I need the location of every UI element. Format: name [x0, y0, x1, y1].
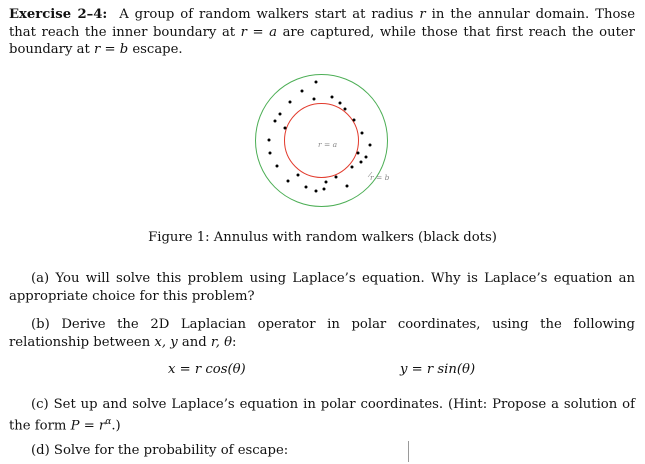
question-a: (a) You will solve this problem using Laplace’s equation. Why is Laplace’s equation an appropriate choice for this problem?: [9, 271, 635, 304]
figure-caption: Figure 1: Annulus with random walkers (black dots): [148, 230, 497, 245]
equation-y: y = r sin(θ): [400, 362, 476, 377]
intro-text-2: in the annular domain. Those that reach the inner boundary at: [9, 7, 635, 40]
outer-boundary-eq: r = b: [93, 42, 129, 57]
walker-dot: [289, 101, 292, 104]
walker-dot: [339, 102, 342, 105]
walker-dot: [351, 166, 354, 169]
walker-dot: [301, 90, 304, 93]
walker-dot: [360, 161, 363, 164]
var-r: r: [419, 7, 426, 22]
solution-form: P = r: [70, 417, 106, 433]
question-c-text: (c) Set up and solve Laplace’s equation in polar coordinates. (Hint: Propose a solution of the form: [9, 397, 635, 433]
annulus-figure: [254, 73, 389, 208]
walker-dot: [357, 152, 360, 155]
intro-text-4: escape.: [128, 42, 183, 57]
exercise-label: Exercise 2–4:: [9, 7, 108, 22]
walker-dot: [361, 132, 364, 135]
walker-dot: [297, 174, 300, 177]
walker-dot: [353, 119, 356, 122]
question-c: [9, 396, 635, 434]
question-d: (d) Solve for the probability of escape:: [31, 443, 289, 458]
exercise-intro: [9, 6, 635, 59]
question-b-text: (b) Derive the 2D Laplacian operator in polar coordinates, using the following relationship between: [9, 317, 635, 350]
question-b-vars2: r, θ: [210, 334, 233, 350]
walker-dot: [335, 176, 338, 179]
question-c-end: .): [111, 417, 121, 433]
equation-x: x = r cos(θ): [168, 362, 246, 377]
walker-dot: [279, 113, 282, 116]
solution-exponent: α: [105, 416, 112, 427]
random-walkers: [268, 81, 372, 193]
walker-dot: [323, 188, 326, 191]
walker-dot: [315, 190, 318, 193]
walker-dot: [287, 180, 290, 183]
walker-dot: [276, 165, 279, 168]
walker-dot: [346, 185, 349, 188]
question-b-and: and: [177, 334, 211, 350]
walker-dot: [344, 108, 347, 111]
question-b-colon: :: [232, 334, 237, 350]
polar-relationships: [0, 362, 645, 380]
walker-dot: [315, 81, 318, 84]
walker-dot: [269, 152, 272, 155]
outer-radius-label: r = b: [370, 173, 389, 182]
walker-dot: [369, 144, 372, 147]
question-b: [9, 316, 635, 351]
intro-text-1: A group of random walkers start at radius: [119, 7, 420, 22]
walker-dot: [284, 127, 287, 130]
walker-dot: [331, 96, 334, 99]
text-cursor[interactable]: [408, 441, 409, 462]
walker-dot: [365, 156, 368, 159]
question-b-vars: x, y: [154, 334, 178, 350]
walker-dot: [313, 98, 316, 101]
inner-boundary-eq: r = a: [240, 24, 278, 40]
walker-dot: [274, 120, 277, 123]
intro-text-3: are captured, while those that first reach the outer boundary at: [9, 24, 635, 57]
walker-dot: [325, 181, 328, 184]
walker-dot: [268, 139, 271, 142]
inner-radius-label: r = a: [318, 140, 338, 149]
walker-dot: [305, 186, 308, 189]
